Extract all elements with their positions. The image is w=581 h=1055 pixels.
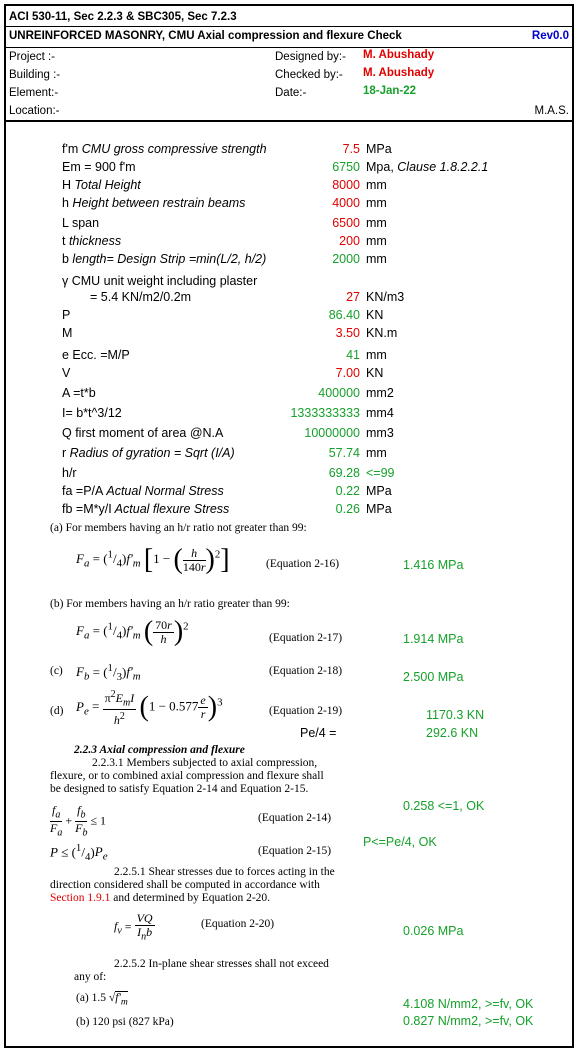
fa-result: 1.416 MPa bbox=[403, 558, 464, 572]
limit-b-result: 0.827 N/mm2, >=fv, OK bbox=[403, 1014, 534, 1028]
section-2-2-3-1-line2: flexure, or to combined axial compression and flexure shall bbox=[50, 770, 324, 782]
section-2-2-5-1-line1: 2.2.5.1 Shear stresses due to forces acting in the bbox=[114, 866, 335, 878]
param-unit: MPa bbox=[366, 502, 392, 516]
divider bbox=[6, 26, 572, 27]
pe-result: 1170.3 KN bbox=[426, 708, 485, 722]
param-value: 41 bbox=[346, 348, 360, 362]
section-2-2-5-2-line1: 2.2.5.2 In-plane shear stresses shall not exceed bbox=[114, 958, 329, 970]
section-2-2-5-1-line3: Section 1.9.1 and determined by Equation 2-20. bbox=[50, 892, 271, 904]
equation-2-15-formula: $P \le (^1/_4)P_e$ bbox=[50, 842, 108, 863]
equation-2-20-formula: $f_v$ = $\frac{VQ}{I_nb}$ bbox=[114, 911, 153, 943]
param-unit: KN.m bbox=[366, 326, 398, 340]
equation-2-14-formula: $\frac{f_a}{F_a}$ + $\frac{f_b}{F_b}$ ≤ 1 bbox=[50, 803, 107, 839]
param-unit: mm2 bbox=[366, 386, 394, 400]
equation-2-16-formula: $F_a = (^1/_4)f'_m$ [1 − ( $\frac{h}{140r}$ )$^2$] bbox=[76, 544, 230, 575]
equation-2-19-label: (Equation 2-19) bbox=[269, 705, 343, 717]
clause-c-label: (c) bbox=[50, 665, 63, 677]
param-label: A =t*b bbox=[62, 386, 96, 400]
param-value: 400000 bbox=[318, 386, 360, 400]
revision: Rev0.0 bbox=[531, 30, 569, 42]
param-value: 200 bbox=[339, 234, 360, 248]
param-unit: mm bbox=[366, 216, 387, 230]
param-unit: mm bbox=[366, 196, 387, 210]
sheet-frame bbox=[4, 4, 574, 1048]
initials: M.A.S. bbox=[534, 105, 569, 117]
project-label: Project :- bbox=[9, 51, 56, 63]
section-2-2-3-1-line1: 2.2.3.1 Members subjected to axial compression, bbox=[92, 757, 318, 769]
param-value: 0.26 bbox=[335, 502, 360, 516]
fv-result: 0.026 MPa bbox=[403, 924, 464, 938]
param-unit: mm3 bbox=[366, 426, 394, 440]
param-label: e Ecc. =M/P bbox=[62, 348, 130, 362]
param-value: 7.00 bbox=[335, 366, 360, 380]
buckling-result: P<=Pe/4, OK bbox=[363, 835, 437, 849]
checked-by-label: Checked by:- bbox=[275, 69, 343, 81]
equation-2-17-formula: $F_a = (^1/_4)f'_m$ ( $\frac{70r}{h}$ )$^2$ bbox=[76, 616, 189, 647]
fa2-result: 1.914 MPa bbox=[403, 632, 464, 646]
param-value: 7.5 bbox=[342, 142, 360, 156]
param-value: 69.28 bbox=[328, 466, 360, 480]
param-unit: KN bbox=[366, 366, 384, 380]
designed-by-label: Designed by:- bbox=[275, 51, 346, 63]
param-unit: Mpa, Clause 1.8.2.2.1 bbox=[366, 160, 489, 174]
param-value: 86.40 bbox=[328, 308, 360, 322]
param-value: 0.22 bbox=[335, 484, 360, 498]
param-label: γ CMU unit weight including plaster bbox=[62, 274, 258, 288]
fb-result: 2.500 MPa bbox=[403, 670, 464, 684]
param-label: r Radius of gyration = Sqrt (I/A) bbox=[62, 446, 235, 460]
param-value: 6500 bbox=[332, 216, 360, 230]
param-label: Em = 900 f'm bbox=[62, 160, 136, 174]
param-unit: MPa bbox=[366, 142, 392, 156]
param-unit: mm bbox=[366, 252, 387, 266]
clause-a-text: (a) For members having an h/r ratio not greater than 99: bbox=[50, 522, 307, 534]
limit-b-text: (b) 120 psi (827 kPa) bbox=[76, 1016, 174, 1028]
param-label: Q first moment of area @N.A bbox=[62, 426, 224, 440]
equation-2-16-label: (Equation 2-16) bbox=[266, 558, 340, 570]
param-unit: MPa bbox=[366, 484, 392, 498]
param-unit: mm bbox=[366, 446, 387, 460]
designed-by-value: M. Abushady bbox=[363, 49, 435, 61]
divider bbox=[6, 47, 572, 48]
param-unit: mm bbox=[366, 234, 387, 248]
param-value: 2000 bbox=[332, 252, 360, 266]
equation-2-19-formula: $P_e$ = $\frac{\pi^2E_mI}{h^2}$ (1 − 0.577 $\frac{e}{r}$ )$^3$ bbox=[76, 689, 223, 728]
interaction-result: 0.258 <=1, OK bbox=[403, 799, 485, 813]
clause-b-text: (b) For members having an h/r ratio greater than 99: bbox=[50, 598, 290, 610]
param-label: h/r bbox=[62, 466, 77, 480]
element-label: Element:- bbox=[9, 87, 59, 99]
param-label: b length= Design Strip =min(L/2, h/2) bbox=[62, 252, 267, 266]
limit-a-formula: (a) 1.5 $√f'_m$ bbox=[76, 992, 128, 1008]
pe4-label: Pe/4 = bbox=[300, 726, 337, 740]
pe4-result: 292.6 KN bbox=[426, 726, 479, 740]
param-value: 4000 bbox=[332, 196, 360, 210]
param-unit: <=99 bbox=[366, 466, 395, 480]
clause-d-label: (d) bbox=[50, 705, 64, 717]
param-label: L span bbox=[62, 216, 100, 230]
section-2-2-3-title: 2.2.3 Axial compression and flexure bbox=[74, 744, 245, 756]
divider bbox=[6, 120, 572, 122]
limit-a-result: 4.108 N/mm2, >=fv, OK bbox=[403, 997, 534, 1011]
section-1-9-1-link[interactable]: Section 1.9.1 bbox=[50, 892, 111, 904]
section-2-2-5-1-line2: direction considered shall be computed in accordance with bbox=[50, 879, 320, 891]
section-2-2-3-1-line3: be designed to satisfy Equation 2-14 and Equation 2-15. bbox=[50, 783, 309, 795]
param-label: h Height between restrain beams bbox=[62, 196, 246, 210]
param-label: H Total Height bbox=[62, 178, 141, 192]
param-value: 3.50 bbox=[335, 326, 360, 340]
param-unit: mm4 bbox=[366, 406, 394, 420]
section-2-2-5-2-line2: any of: bbox=[74, 971, 107, 983]
param-unit: KN/m3 bbox=[366, 290, 405, 304]
param-value: 57.74 bbox=[328, 446, 360, 460]
param-label: M bbox=[62, 326, 73, 340]
param-value: 10000000 bbox=[304, 426, 360, 440]
equation-2-17-label: (Equation 2-17) bbox=[269, 632, 343, 644]
location-label: Location:- bbox=[9, 105, 60, 117]
date-label: Date:- bbox=[275, 87, 307, 99]
checked-by-value: M. Abushady bbox=[363, 67, 435, 79]
param-label: P bbox=[62, 308, 71, 322]
equation-2-15-label: (Equation 2-15) bbox=[258, 845, 332, 857]
param-value: 1333333333 bbox=[290, 406, 360, 420]
param-label: V bbox=[62, 366, 71, 380]
param-unit: mm bbox=[366, 348, 387, 362]
equation-2-18-label: (Equation 2-18) bbox=[269, 665, 343, 677]
param-label: t thickness bbox=[62, 234, 122, 248]
param-value: 8000 bbox=[332, 178, 360, 192]
equation-2-14-label: (Equation 2-14) bbox=[258, 812, 332, 824]
equation-2-18-formula: $F_b = (^1/_3)f'_m$ bbox=[76, 662, 141, 683]
param-unit: KN bbox=[366, 308, 384, 322]
equation-2-20-label: (Equation 2-20) bbox=[201, 918, 275, 930]
param-value: 6750 bbox=[332, 160, 360, 174]
sheet-title: UNREINFORCED MASONRY, CMU Axial compression and flexure Check bbox=[9, 30, 402, 42]
param-label: fb =M*y/I Actual flexure Stress bbox=[62, 502, 230, 516]
date-value: 18-Jan-22 bbox=[363, 85, 417, 97]
param-label: fa =P/A Actual Normal Stress bbox=[62, 484, 224, 498]
param-value: 27 bbox=[346, 290, 360, 304]
param-label-continued: = 5.4 KN/m2/0.2m bbox=[90, 290, 192, 304]
param-label: I= b*t^3/12 bbox=[62, 406, 122, 420]
code-reference: ACI 530-11, Sec 2.2.3 & SBC305, Sec 7.2.3 bbox=[9, 11, 237, 23]
building-label: Building :- bbox=[9, 69, 61, 81]
param-label: f'm CMU gross compressive strength bbox=[62, 142, 267, 156]
param-unit: mm bbox=[366, 178, 387, 192]
